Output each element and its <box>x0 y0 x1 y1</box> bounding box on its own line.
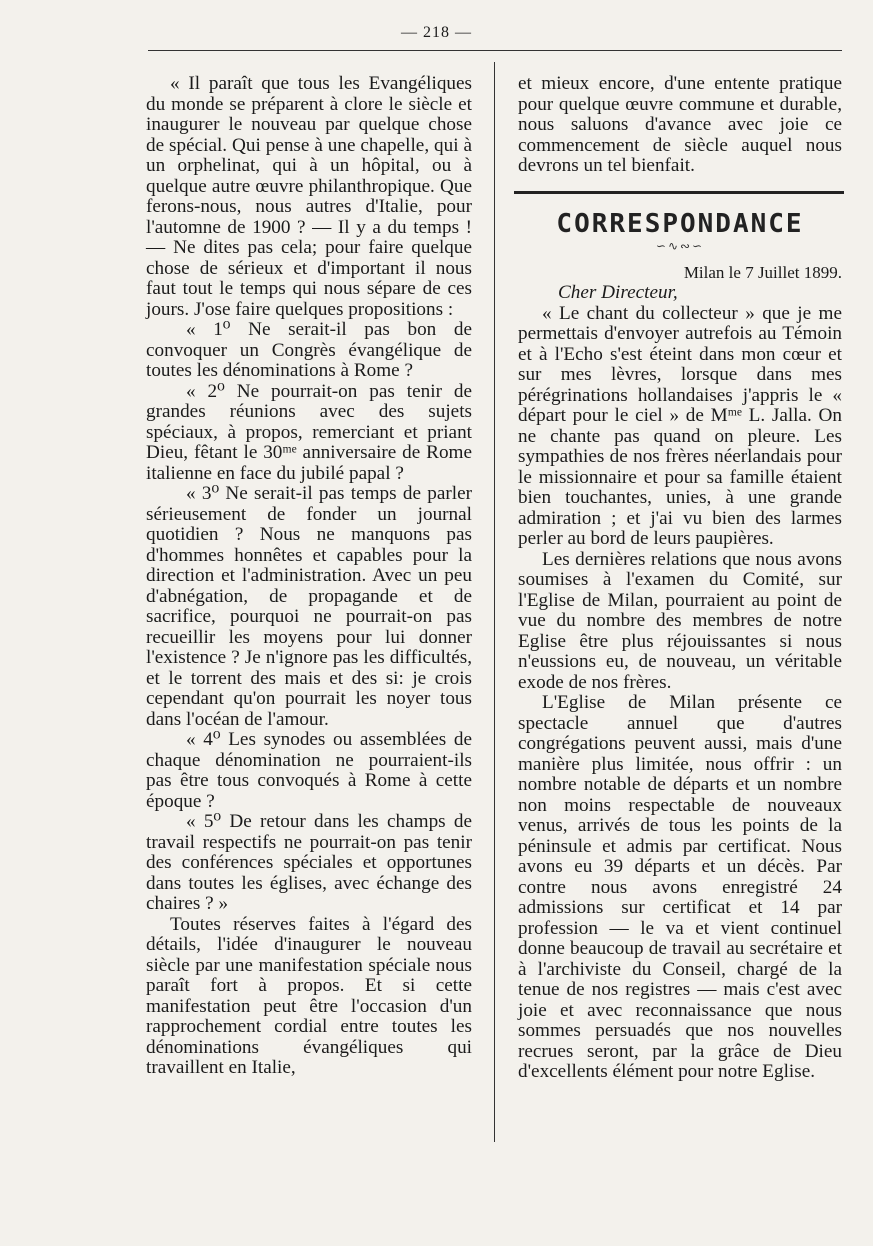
left-column <box>146 74 472 1079</box>
column-divider <box>494 62 495 1142</box>
page-number: — 218 — <box>401 24 472 41</box>
paragraph: « 4⁰ Les synodes ou assemblées de chaque dénomination ne pourraient-ils pas être tous convoqués à Rome à cette époque ? <box>146 729 472 812</box>
paragraph: L'Eglise de Milan présente ce spectacle annuel que d'autres congrégations peuvent aussi, mais d'une manière plus limitée, nous offrir : un nombre notable de départs et un nombre non moins respectable de nouveaux venus, arrivés de tous les points de la péninsule et admis par certificat. Nous avons eu 39 départs et un décès. Par contre nous avons enregistré 24 admissions sur certificat et 14 par profession — le va et vient continuel donne beaucoup de travail au secrétaire et à l'archiviste du Conseil, chargé de la tenue de nos registres — mais c'est avec joie et avec reconnaissance que nous sommes persuadés que nos nouvelles recrues seront, par la grâce de Dieu d'excellents élément pour notre Eglise. <box>518 692 842 1082</box>
paragraph: « 2⁰ Ne pourrait-on pas tenir de grandes réunions avec des sujets spéciaux, à propos, remerciant et priant Dieu, fêtant le 30ᵐᵉ anniversaire de Rome italienne en face du jubilé papal ? <box>146 380 472 484</box>
paragraph: « 3⁰ Ne serait-il pas temps de parler sérieusement de fonder un journal quotidien ? Nous ne manquons pas d'hommes honnêtes et capables pour la direction et l'administration. Avec un peu d'abnégation, de propagande et de sacrifice, pourquoi ne pourrait-on pas recueillir les moyens pour lui donner l'existence ? Je n'ignore pas les difficultés, et le torrent des mais et des si: je crois cependant qu'on pourrait les noyer tous dans l'océan de l'amour. <box>146 483 472 730</box>
paragraph: « Le chant du collecteur » que je me permettais d'envoyer autrefois au Témoin et à l'Echo s'est éteint dans mon cœur et sur mes lèvres, lorsque dans mes pérégrinations hollandaises j'appris le « départ pour le ciel » de Mᵐᵉ L. Jalla. On ne chante pas quand on pleure. Les sympathies de nos frères néerlandais pour le missionnaire et pour sa famille étaient bien touchantes, unies, à une grande admiration ; et j'ai vu bien des larmes perler au bord de leurs paupières. <box>518 302 842 549</box>
flourish-ornament: ∽∿∾∽ <box>655 239 705 253</box>
right-column <box>518 74 842 1083</box>
paragraph: Toutes réserves faites à l'égard des détails, l'idée d'inaugurer le nouveau siècle par une manifestation spéciale nous paraît fort à propos. Et si cette manifestation peut être l'occasion d'un rapprochement cordial entre toutes les dénominations évangéliques qui travaillent en Italie, <box>146 913 472 1078</box>
paragraph: « 1⁰ Ne serait-il pas bon de convoquer un Congrès évangélique de toutes les dénominations à Rome ? <box>146 319 472 381</box>
section-rule <box>514 191 844 194</box>
header-rule <box>148 50 842 51</box>
paragraph: « Il paraît que tous les Evangéliques du monde se préparent à clore le siècle et inaugurer le nouveau par quelque chose de spécial. Qui pense à une chapelle, qui à un orphelinat, qui à un hôpital, ou à quelque autre œuvre philanthropique. Que ferons-nous, nous autres d'Italie, pour l'automne de 1900 ? — Il y a du temps ! — Ne dites pas cela; pour faire quelque chose de sérieux et d'important il nous faut tout le temps qui nous sépare de ces jours. J'ose faire quelques propositions : <box>146 73 472 320</box>
paragraph: « 5⁰ De retour dans les champs de travail respectifs ne pourrait-on pas tenir des conférences spéciales et opportunes dans toutes les églises, avec échange des chaires ? » <box>146 811 472 914</box>
paragraph: Les dernières relations que nous avons soumises à l'examen du Comité, sur l'Eglise de Milan, pourraient au point de vue du nombre des membres de notre Eglise être plus réjouissantes si nous n'eussions eu, de nouveau, un véritable exode de nos frères. <box>518 548 842 693</box>
section-heading: CORRESPONDANCE <box>556 208 804 239</box>
dateline: Milan le 7 Juillet 1899. <box>683 262 842 282</box>
paragraph: et mieux encore, d'une entente pratique pour quelque œuvre commune et durable, nous saluons d'avance avec joie ce commencement de siècle auquel nous devrons un tel bienfait. <box>518 73 842 176</box>
salutation: Cher Directeur, <box>558 282 678 303</box>
